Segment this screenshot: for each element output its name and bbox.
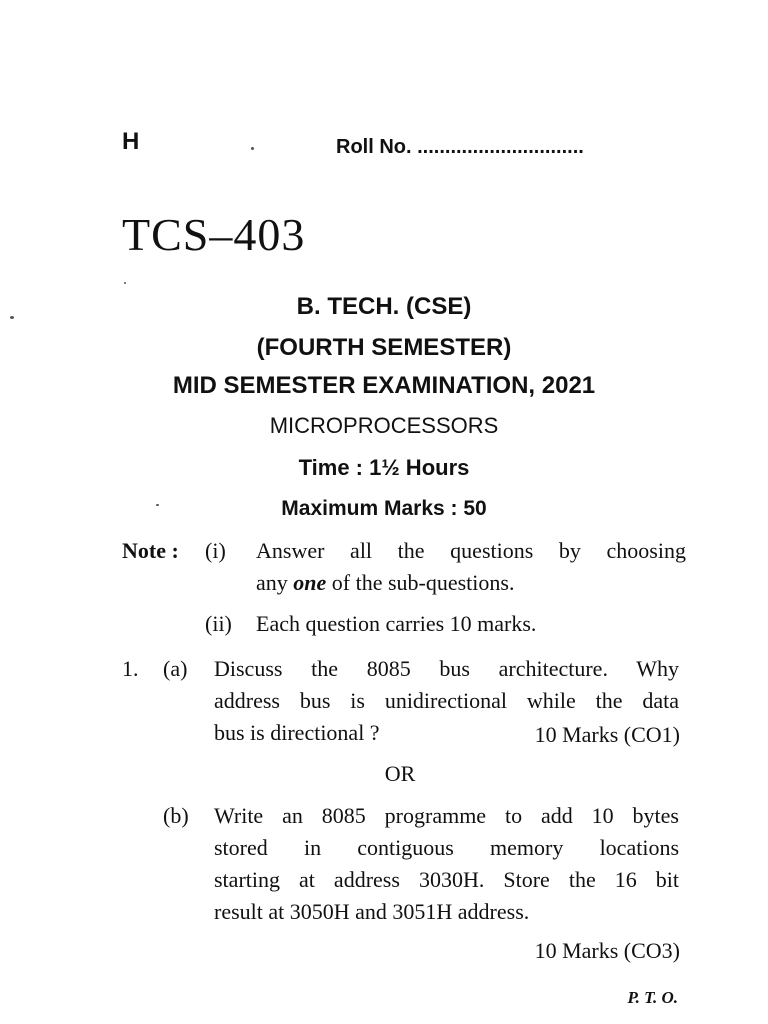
note-item-num: (ii) [205,611,232,636]
maximum-marks: Maximum Marks : 50 [281,497,487,520]
question-text: stored in contiguous memory locations [214,835,679,860]
note-label: Note : [122,538,179,563]
note-text: any [256,570,294,595]
please-turn-over: P. T. O. [627,988,678,1007]
set-code: H [122,128,140,155]
note-item-text-cont [256,567,514,599]
roll-number-field: Roll No. .............................. [336,136,584,158]
scan-speck [124,282,126,284]
question-text: bus is directional ? [214,720,380,745]
scan-speck [251,147,254,150]
note-item-num: (i) [205,538,226,563]
subject-title: MICROPROCESSORS [269,413,499,438]
paper-code: TCS–403 [122,209,306,260]
question-number: 1. [122,656,139,681]
scan-speck [10,316,14,319]
exam-title: MID SEMESTER EXAMINATION, 2021 [172,372,596,399]
note-item-text: Answer all the questions by choosing [256,538,686,563]
scan-speck [156,504,159,506]
question-marks: 10 Marks (CO1) [534,722,680,747]
note-text: of the sub-questions. [326,570,515,595]
question-text: address bus is unidirectional while the data [214,688,679,713]
or-separator: OR [384,761,416,786]
question-text: starting at address 3030H. Store the 16 bit [214,867,679,892]
exam-time: Time : 1½ Hours [298,455,470,480]
question-marks: 10 Marks (CO3) [534,938,680,963]
note-emphasis: one [293,570,327,595]
note-item-text: Each question carries 10 marks. [256,611,537,636]
subquestion-label: (a) [163,656,188,681]
question-text: Write an 8085 programme to add 10 bytes [214,803,679,828]
question-text: result at 3050H and 3051H address. [214,899,530,924]
degree-title: B. TECH. (CSE) [296,293,472,320]
question-text: Discuss the 8085 bus architecture. Why [214,656,679,681]
subquestion-label: (b) [163,803,189,828]
semester-title: (FOURTH SEMESTER) [256,334,512,361]
